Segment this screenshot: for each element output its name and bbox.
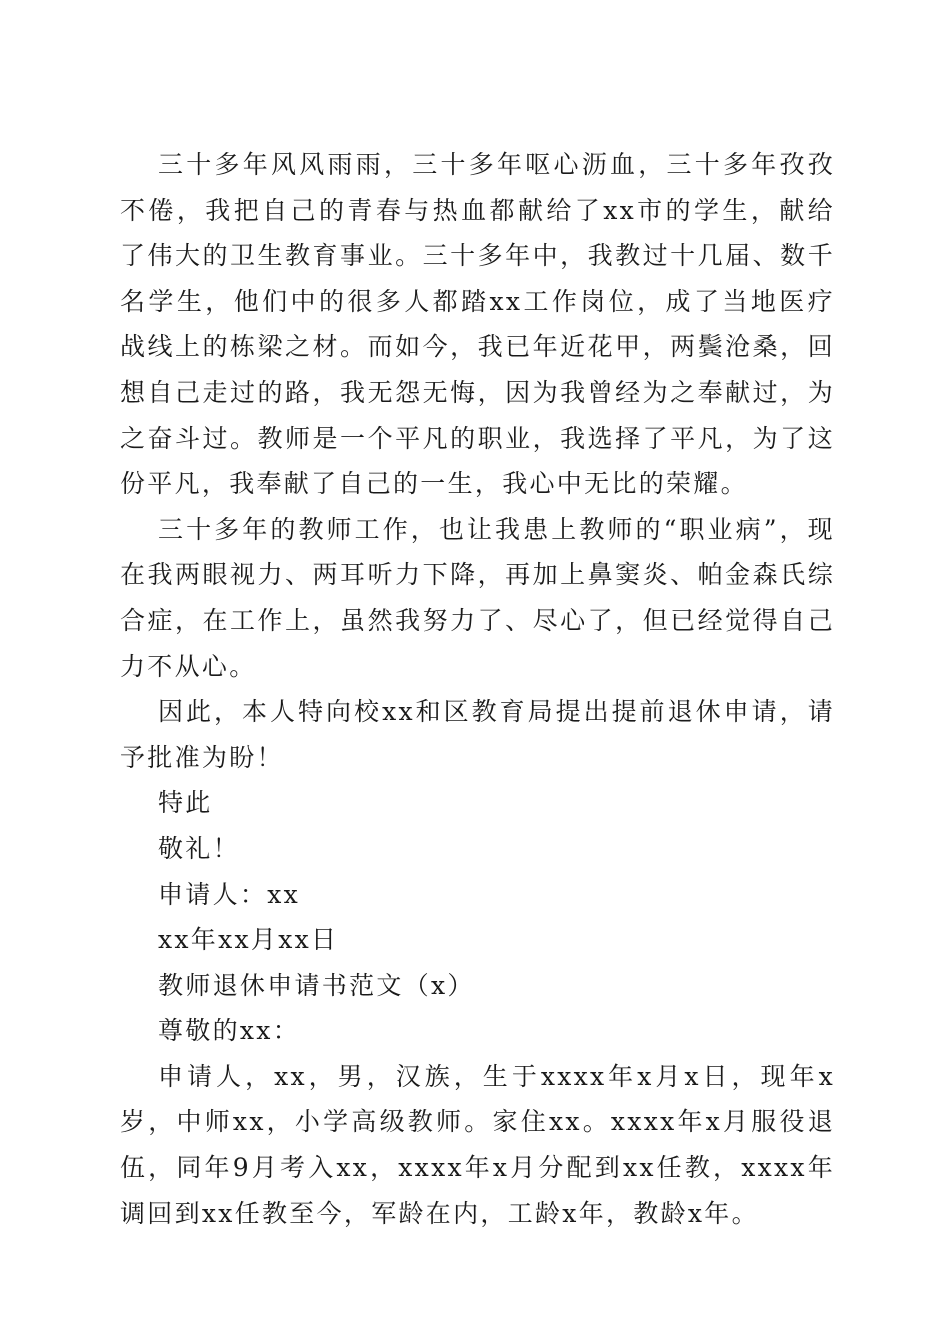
paragraph-retirement-request: 因此，本人特向校xx和区教育局提出提前退休申请，请予批准为盼！: [120, 697, 835, 772]
next-document-paragraph: 申请人，xx，男，汉族，生于xxxx年x月x日，现年x岁，中师xx，小学高级教师。家住xx。xxxx年x月服役退伍，同年9月考入xx，xxxx年x月分配到xx任教，xxxx年调回到xx任教至今，军龄在内，工龄x年，教龄x年。: [120, 1061, 835, 1228]
next-document-greeting: 尊敬的xx：: [158, 1016, 300, 1046]
document-body: [120, 142, 835, 1236]
paragraph-health-reasons: 三十多年的教师工作，也让我患上教师的“职业病”，现在我两眼视力、两耳听力下降，再加上鼻窦炎、帕金森氏综合症，在工作上，虽然我努力了、尽心了，但已经觉得自己力不从心。: [120, 514, 835, 681]
applicant-signature: 申请人：xx: [158, 879, 300, 909]
closing-text: 特此: [158, 788, 213, 818]
salute-text: 敬礼！: [158, 833, 240, 863]
paragraph-service-years: 三十多年风风雨雨，三十多年呕心沥血，三十多年孜孜不倦，我把自己的青春与热血都献给了xx市的学生，献给了伟大的卫生教育事业。三十多年中，我教过十几届、数千名学生，他们中的很多人都踏xx工作岗位，成了当地医疗战线上的栋梁之材。而如今，我已年近花甲，两鬓沧桑，回想自己走过的路，我无怨无悔，因为我曾经为之奉献过，为之奋斗过。教师是一个平凡的职业，我选择了平凡，为了这份平凡，我奉献了自己的一生，我心中无比的荣耀。: [120, 150, 835, 499]
next-document-title: 教师退休申请书范文（x）: [158, 970, 475, 1000]
letter-date: xx年xx月xx日: [158, 925, 339, 955]
